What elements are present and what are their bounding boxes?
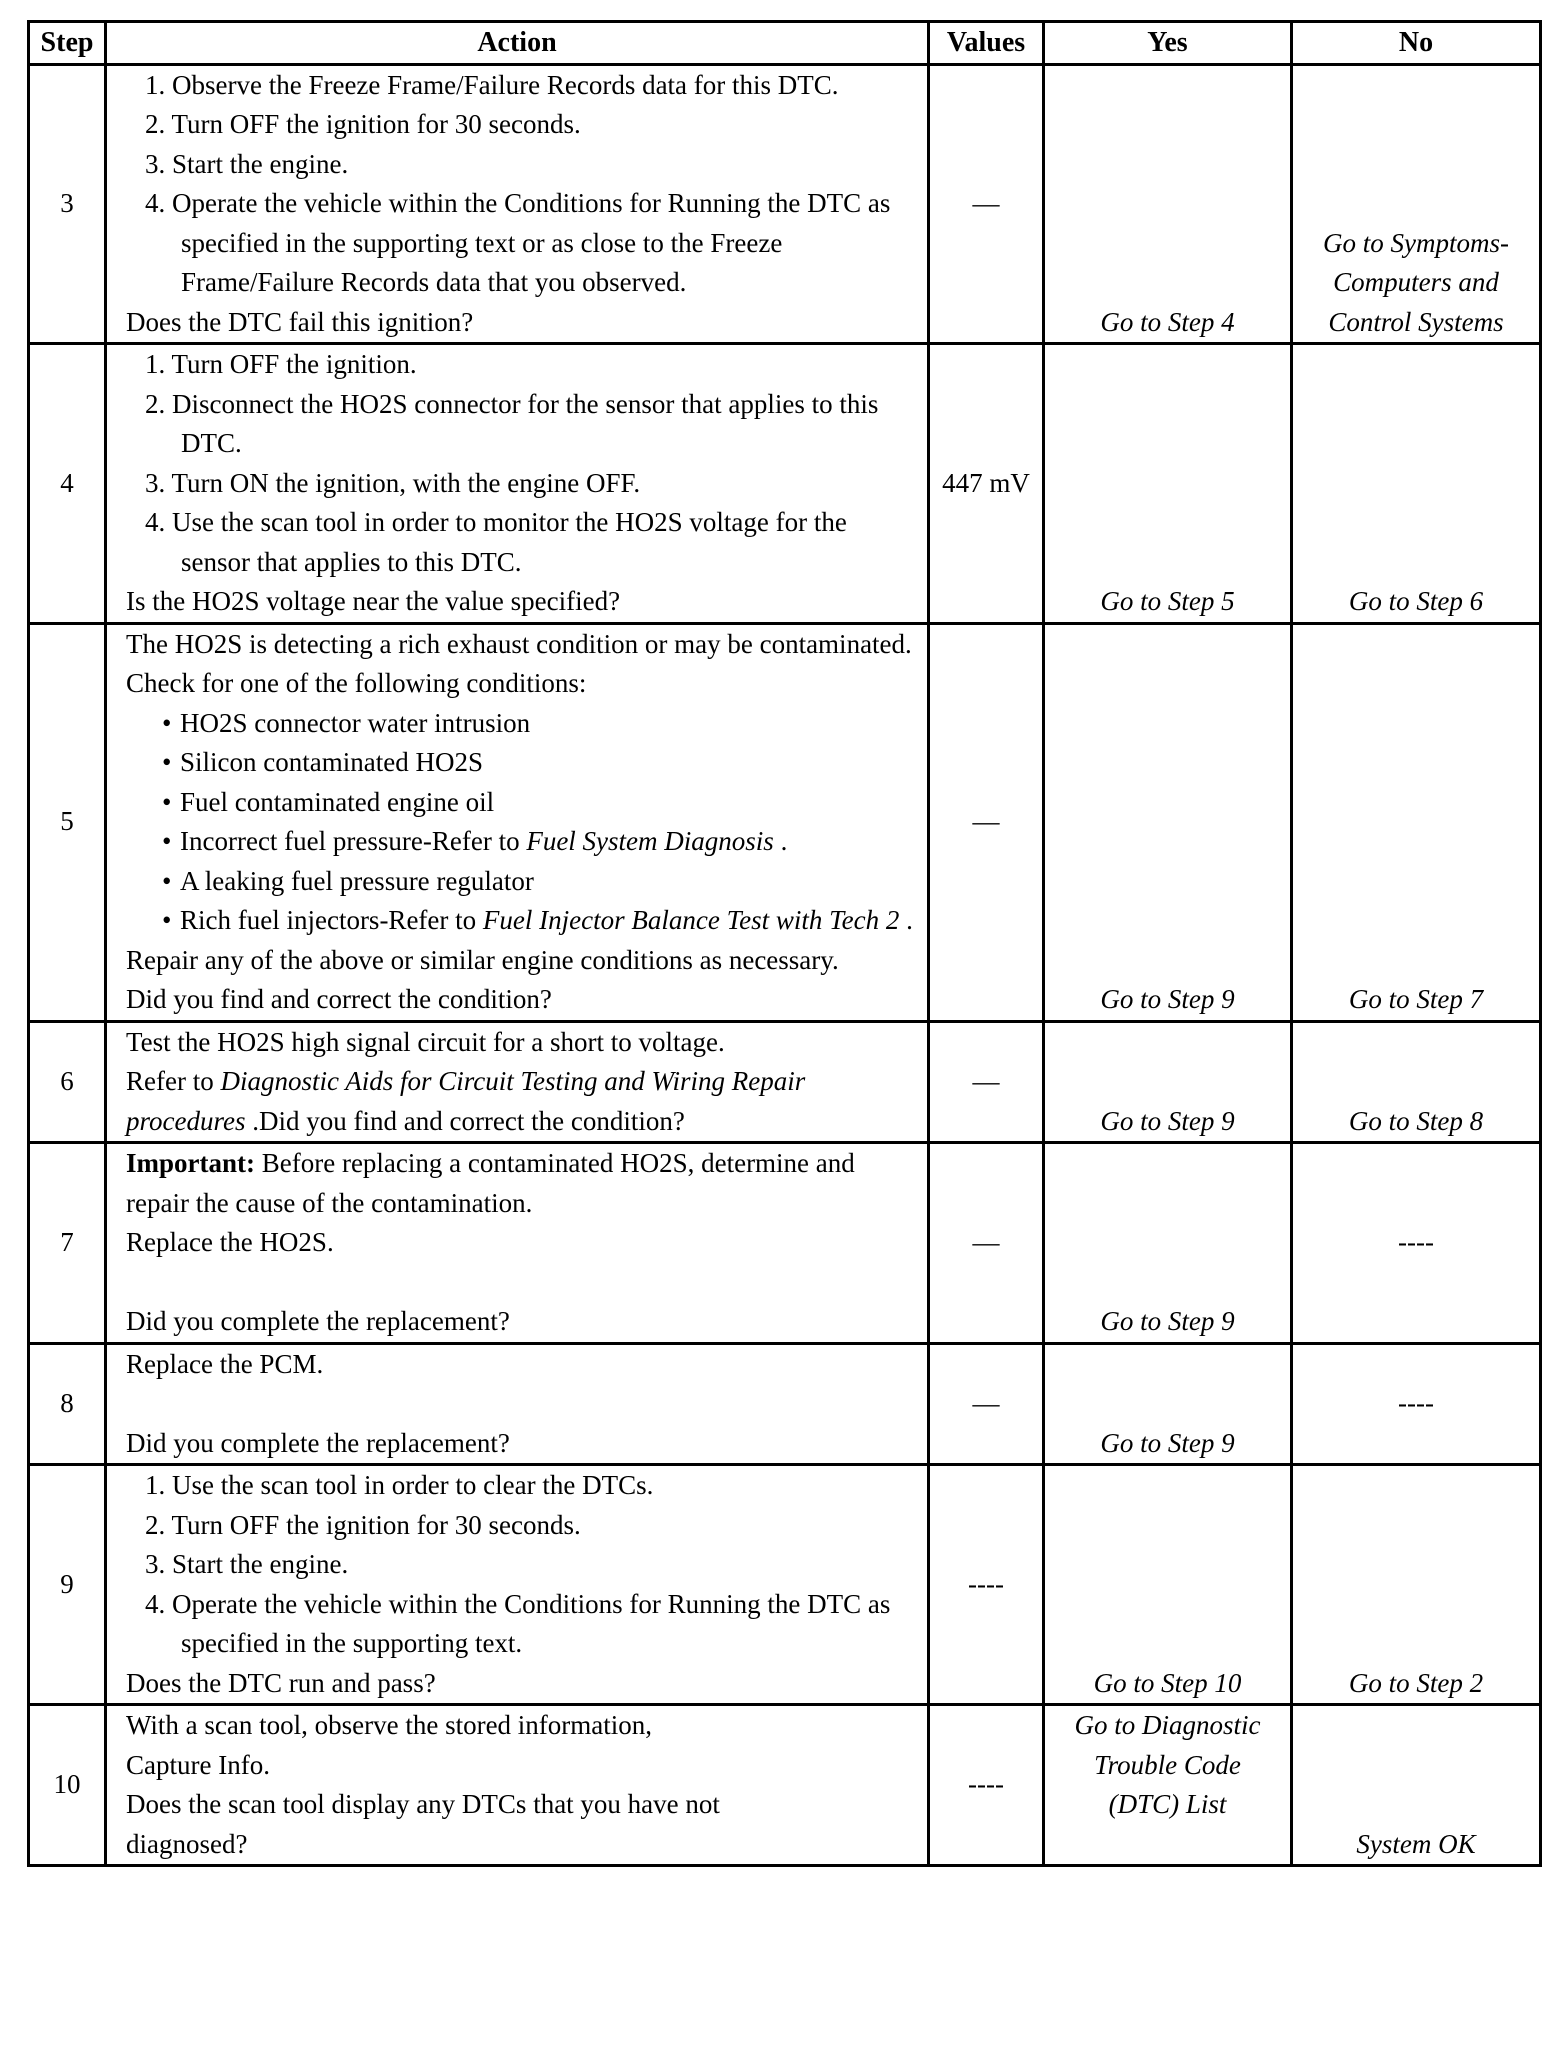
step-number: 7	[29, 1143, 106, 1344]
bullet-text: Rich fuel injectors-Refer to	[180, 905, 483, 935]
step-action	[106, 623, 929, 1021]
fuel-injector-balance-test-link[interactable]: Fuel Injector Balance Test with Tech 2	[482, 905, 900, 935]
step-question: Is the HO2S voltage near the value specified?	[126, 586, 621, 616]
table-row-step-3	[29, 64, 1541, 344]
step-value: —	[929, 1143, 1044, 1344]
step-no	[1292, 64, 1541, 344]
important-text: Before replacing a contaminated HO2S, determine and repair the cause of the contamination.	[126, 1148, 855, 1218]
step-number: 6	[29, 1021, 106, 1143]
refer-text: Refer to	[126, 1066, 221, 1096]
bullet-text: Incorrect fuel pressure-Refer to	[180, 826, 527, 856]
list-item: • Fuel contaminated engine oil	[126, 783, 921, 823]
step-number: 8	[29, 1343, 106, 1465]
header-no: No	[1292, 22, 1541, 65]
step-line: Replace the HO2S.	[126, 1227, 334, 1257]
step-action	[106, 64, 929, 344]
step-no: System OK	[1292, 1705, 1541, 1866]
step-no: Go to Step 8	[1292, 1021, 1541, 1143]
header-yes: Yes	[1044, 22, 1292, 65]
action-list	[126, 345, 921, 582]
table-row-step-8	[29, 1343, 1541, 1465]
spacer	[126, 1384, 921, 1424]
step-question: Did you find and correct the condition?	[126, 984, 552, 1014]
diagnostic-aids-link[interactable]: Diagnostic Aids for Circuit Testing and Wiring Repair procedures	[126, 1066, 806, 1136]
step-question: Did you complete the replacement?	[126, 1306, 510, 1336]
important-note	[126, 1144, 921, 1223]
fuel-system-diagnosis-link[interactable]: Fuel System Diagnosis	[526, 826, 774, 856]
step-value: —	[929, 64, 1044, 344]
step-action	[106, 1343, 929, 1465]
step-no: ----	[1292, 1343, 1541, 1465]
bullet-end: .	[773, 826, 788, 856]
step-yes: Go to Step 5	[1044, 344, 1292, 624]
step-yes: Go to Step 9	[1044, 1343, 1292, 1465]
step-no-text: Go to Symptoms-Computers and Control Systems	[1323, 227, 1509, 337]
list-item: • A leaking fuel pressure regulator	[126, 862, 921, 902]
step-repair: Repair any of the above or similar engine conditions as necessary.	[126, 944, 839, 975]
list-item: 2. Turn OFF the ignition for 30 seconds.	[145, 109, 581, 139]
action-list	[126, 1466, 921, 1664]
header-action: Action	[106, 22, 929, 65]
list-item: 4. Use the scan tool in order to monitor the HO2S voltage for the sensor that applies to this DTC.	[145, 507, 847, 577]
step-yes: Go to Step 9	[1044, 1021, 1292, 1143]
diagnostic-steps-table	[27, 20, 1542, 1867]
header-step: Step	[29, 22, 106, 65]
step-action	[106, 1021, 929, 1143]
step-action	[106, 1465, 929, 1705]
table-row-step-7	[29, 1143, 1541, 1344]
step-number: 4	[29, 344, 106, 624]
step-number: 5	[29, 623, 106, 1021]
step-value: ----	[929, 1465, 1044, 1705]
step-yes-text: Go to Diagnostic Trouble Code (DTC) List	[1074, 1710, 1261, 1819]
step-yes: Go to Step 9	[1044, 1143, 1292, 1344]
bullet-end: .	[899, 905, 913, 935]
list-item: 1. Turn OFF the ignition.	[145, 349, 417, 379]
step-no: Go to Step 6	[1292, 344, 1541, 624]
table-row-step-4	[29, 344, 1541, 624]
list-item	[126, 901, 921, 941]
step-question: Does the scan tool display any DTCs that you have not diagnosed?	[126, 1789, 720, 1859]
list-item: • Silicon contaminated HO2S	[126, 743, 921, 783]
step-yes: Go to Step 9	[1044, 623, 1292, 1021]
step-action	[106, 1705, 929, 1866]
action-list	[126, 66, 921, 303]
step-value: —	[929, 1021, 1044, 1143]
list-item: 3. Turn ON the ignition, with the engine OFF.	[145, 467, 641, 498]
step-yes: Go to Step 10	[1044, 1465, 1292, 1705]
condition-list	[126, 704, 921, 941]
list-item: 2. Disconnect the HO2S connector for the sensor that applies to this DTC.	[145, 388, 879, 458]
list-item: 3. Start the engine.	[145, 1549, 349, 1579]
step-value: —	[929, 1343, 1044, 1465]
step-no: ----	[1292, 1143, 1541, 1344]
table-row-step-5	[29, 623, 1541, 1021]
step-number: 3	[29, 64, 106, 344]
table-row-step-9	[29, 1465, 1541, 1705]
table-row-step-6	[29, 1021, 1541, 1143]
important-label: Important:	[126, 1148, 255, 1178]
step-line: With a scan tool, observe the stored information, Capture Info.	[126, 1710, 653, 1780]
list-item: 1. Observe the Freeze Frame/Failure Records data for this DTC.	[145, 69, 839, 100]
list-item: 2. Turn OFF the ignition for 30 seconds.	[145, 1509, 581, 1540]
step-action	[106, 344, 929, 624]
step-value: ----	[929, 1705, 1044, 1866]
step-yes	[1044, 1705, 1292, 1866]
step-question: Does the DTC run and pass?	[126, 1667, 436, 1698]
step-number: 9	[29, 1465, 106, 1705]
list-item: 1. Use the scan tool in order to clear the DTCs.	[145, 1470, 654, 1500]
step-intro: The HO2S is detecting a rich exhaust condition or may be contaminated. Check for one of the following conditions:	[126, 628, 912, 698]
step-line: Replace the PCM.	[126, 1348, 324, 1379]
step-value: —	[929, 623, 1044, 1021]
step-value: 447 mV	[929, 344, 1044, 624]
step-no: Go to Step 2	[1292, 1465, 1541, 1705]
step-question: Did you complete the replacement?	[126, 1427, 510, 1458]
step-yes: Go to Step 4	[1044, 64, 1292, 344]
list-item: • HO2S connector water intrusion	[126, 704, 921, 744]
step-line: Test the HO2S high signal circuit for a short to voltage.	[126, 1026, 725, 1057]
step-no: Go to Step 7	[1292, 623, 1541, 1021]
step-question: Does the DTC fail this ignition?	[126, 306, 474, 337]
list-item: 4. Operate the vehicle within the Conditions for Running the DTC as specified in the supporting text or as close to the Freeze Frame/Failure Records data that you observed.	[145, 188, 891, 297]
step-question: .Did you find and correct the condition?	[245, 1105, 685, 1136]
list-item	[126, 822, 921, 862]
step-action	[106, 1143, 929, 1344]
step-number: 10	[29, 1705, 106, 1866]
list-item: 3. Start the engine.	[145, 148, 349, 179]
list-item: 4. Operate the vehicle within the Conditions for Running the DTC as specified in the supporting text.	[145, 1588, 891, 1658]
table-row-step-10	[29, 1705, 1541, 1866]
spacer	[126, 1263, 921, 1303]
header-row	[29, 22, 1541, 65]
header-values: Values	[929, 22, 1044, 65]
